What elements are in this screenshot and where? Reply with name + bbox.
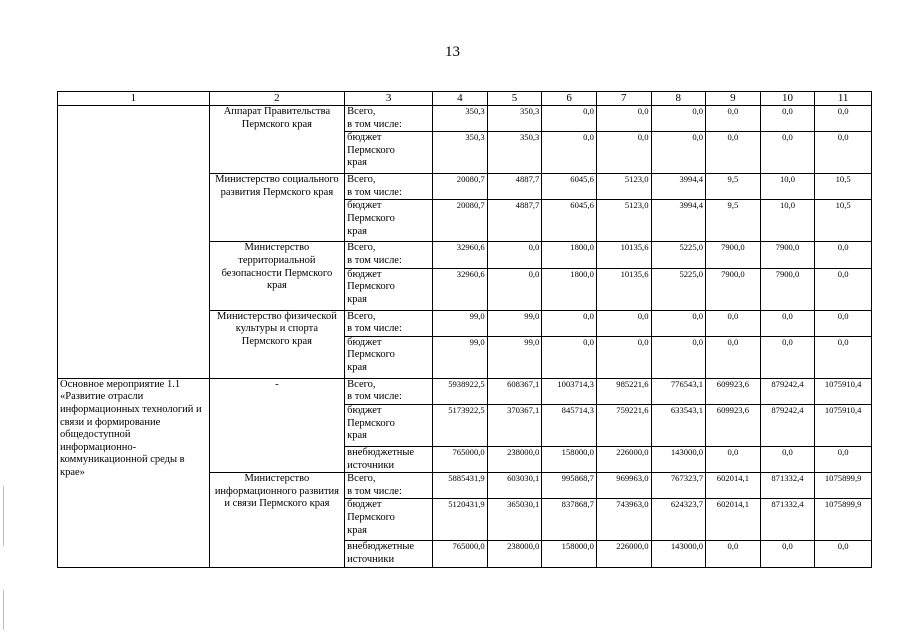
amount-cell: 0,0: [706, 106, 761, 132]
funding-source-cell: Всего, в том числе:: [345, 378, 433, 404]
funding-source-cell: бюджет Пермского края: [345, 336, 433, 378]
amount-cell: 743963,0: [596, 499, 651, 541]
amount-cell: 7900,0: [760, 242, 815, 268]
table-row: [58, 378, 872, 404]
amount-cell: 32960,6: [433, 268, 488, 310]
amount-cell: 0,0: [706, 541, 761, 567]
scan-edge-mark: [3, 590, 4, 630]
amount-cell: 0,0: [596, 132, 651, 174]
amount-cell: 0,0: [760, 106, 815, 132]
amount-cell: 350,3: [487, 106, 542, 132]
amount-cell: 0,0: [542, 336, 597, 378]
amount-cell: 143000,0: [651, 541, 706, 567]
amount-cell: 0,0: [706, 310, 761, 336]
amount-cell: 0,0: [542, 132, 597, 174]
funding-source-cell: бюджет Пермского края: [345, 268, 433, 310]
executor-cell: Министерство территориальной безопасности Пермского края: [209, 242, 344, 310]
amount-cell: 0,0: [596, 310, 651, 336]
executor-cell: Министерство социального развития Пермского края: [209, 174, 344, 242]
amount-cell: 10,0: [760, 174, 815, 200]
amount-cell: 759221,6: [596, 404, 651, 446]
amount-cell: 871332,4: [760, 499, 815, 541]
amount-cell: 10135,6: [596, 268, 651, 310]
amount-cell: 350,3: [433, 132, 488, 174]
funding-source-cell: бюджет Пермского края: [345, 499, 433, 541]
funding-source-cell: Всего, в том числе:: [345, 106, 433, 132]
funding-source-cell: Всего, в том числе:: [345, 473, 433, 499]
funding-source-cell: внебюджетные источники: [345, 446, 433, 472]
amount-cell: 350,3: [487, 132, 542, 174]
amount-cell: 9,5: [706, 200, 761, 242]
col-header: 4: [433, 92, 488, 106]
col-header: 3: [345, 92, 433, 106]
amount-cell: 226000,0: [596, 446, 651, 472]
col-header: 9: [706, 92, 761, 106]
amount-cell: 0,0: [651, 336, 706, 378]
amount-cell: 1075910,4: [815, 404, 872, 446]
amount-cell: 837868,7: [542, 499, 597, 541]
col-header: 7: [596, 92, 651, 106]
funding-source-cell: Всего, в том числе:: [345, 310, 433, 336]
amount-cell: 158000,0: [542, 541, 597, 567]
amount-cell: 1075899,9: [815, 473, 872, 499]
amount-cell: 7900,0: [706, 268, 761, 310]
amount-cell: 0,0: [760, 446, 815, 472]
amount-cell: 0,0: [760, 310, 815, 336]
amount-cell: 871332,4: [760, 473, 815, 499]
amount-cell: 238000,0: [487, 541, 542, 567]
amount-cell: 0,0: [706, 336, 761, 378]
amount-cell: 0,0: [706, 446, 761, 472]
amount-cell: 0,0: [487, 242, 542, 268]
amount-cell: 609923,6: [706, 378, 761, 404]
amount-cell: 365030,1: [487, 499, 542, 541]
amount-cell: 0,0: [542, 310, 597, 336]
scan-edge-mark: [3, 486, 4, 546]
amount-cell: 1800,0: [542, 242, 597, 268]
amount-cell: 0,0: [760, 336, 815, 378]
amount-cell: 0,0: [651, 310, 706, 336]
col-header: 1: [58, 92, 210, 106]
executor-cell: -: [209, 378, 344, 472]
executor-cell: Министерство физической культуры и спорта Пермского края: [209, 310, 344, 378]
amount-cell: 4887,7: [487, 174, 542, 200]
executor-cell: Министерство информационного развития и связи Пермского края: [209, 473, 344, 567]
amount-cell: 226000,0: [596, 541, 651, 567]
amount-cell: 602014,1: [706, 473, 761, 499]
amount-cell: 5123,0: [596, 200, 651, 242]
amount-cell: 7900,0: [760, 268, 815, 310]
event-name-cell: Основное мероприятие 1.1 «Развитие отрасли информационных технологий и связи и формирование общедоступной информационно-коммуникационной среды в крае»: [58, 378, 210, 567]
amount-cell: 143000,0: [651, 446, 706, 472]
amount-cell: 20080,7: [433, 174, 488, 200]
amount-cell: 32960,6: [433, 242, 488, 268]
amount-cell: 0,0: [815, 268, 872, 310]
amount-cell: 5938922,5: [433, 378, 488, 404]
amount-cell: 99,0: [487, 310, 542, 336]
budget-table: [57, 91, 872, 568]
amount-cell: 765000,0: [433, 446, 488, 472]
amount-cell: 6045,6: [542, 174, 597, 200]
funding-source-cell: Всего, в том числе:: [345, 174, 433, 200]
amount-cell: 0,0: [542, 106, 597, 132]
event-name-cell: [58, 106, 210, 379]
amount-cell: 0,0: [760, 132, 815, 174]
amount-cell: 995868,7: [542, 473, 597, 499]
amount-cell: 0,0: [815, 446, 872, 472]
amount-cell: 0,0: [760, 541, 815, 567]
funding-source-cell: внебюджетные источники: [345, 541, 433, 567]
amount-cell: 767323,7: [651, 473, 706, 499]
amount-cell: 602014,1: [706, 499, 761, 541]
amount-cell: 3994,4: [651, 200, 706, 242]
col-header: 5: [487, 92, 542, 106]
amount-cell: 0,0: [651, 132, 706, 174]
col-header: 11: [815, 92, 872, 106]
amount-cell: 1075910,4: [815, 378, 872, 404]
amount-cell: 99,0: [487, 336, 542, 378]
amount-cell: 0,0: [815, 310, 872, 336]
amount-cell: 776543,1: [651, 378, 706, 404]
amount-cell: 6045,6: [542, 200, 597, 242]
amount-cell: 0,0: [815, 106, 872, 132]
amount-cell: 350,3: [433, 106, 488, 132]
funding-source-cell: Всего, в том числе:: [345, 242, 433, 268]
col-header: 10: [760, 92, 815, 106]
amount-cell: 10,5: [815, 200, 872, 242]
amount-cell: 0,0: [815, 541, 872, 567]
amount-cell: 370367,1: [487, 404, 542, 446]
amount-cell: 0,0: [651, 106, 706, 132]
col-header: 8: [651, 92, 706, 106]
header-row: [58, 92, 872, 106]
amount-cell: 845714,3: [542, 404, 597, 446]
amount-cell: 99,0: [433, 336, 488, 378]
amount-cell: 879242,4: [760, 378, 815, 404]
amount-cell: 10135,6: [596, 242, 651, 268]
amount-cell: 969963,0: [596, 473, 651, 499]
amount-cell: 0,0: [596, 336, 651, 378]
table-row: [58, 106, 872, 132]
amount-cell: 5120431,9: [433, 499, 488, 541]
amount-cell: 99,0: [433, 310, 488, 336]
amount-cell: 0,0: [706, 132, 761, 174]
amount-cell: 609923,6: [706, 404, 761, 446]
amount-cell: 1003714,3: [542, 378, 597, 404]
amount-cell: 624323,7: [651, 499, 706, 541]
col-header: 6: [542, 92, 597, 106]
amount-cell: 879242,4: [760, 404, 815, 446]
funding-source-cell: бюджет Пермского края: [345, 132, 433, 174]
amount-cell: 5123,0: [596, 174, 651, 200]
funding-source-cell: бюджет Пермского края: [345, 200, 433, 242]
amount-cell: 3994,4: [651, 174, 706, 200]
amount-cell: 0,0: [815, 336, 872, 378]
amount-cell: 0,0: [815, 242, 872, 268]
amount-cell: 20080,7: [433, 200, 488, 242]
amount-cell: 633543,1: [651, 404, 706, 446]
amount-cell: 4887,7: [487, 200, 542, 242]
amount-cell: 1075899,9: [815, 499, 872, 541]
amount-cell: 1800,0: [542, 268, 597, 310]
amount-cell: 0,0: [487, 268, 542, 310]
amount-cell: 0,0: [815, 132, 872, 174]
amount-cell: 10,0: [760, 200, 815, 242]
amount-cell: 5225,0: [651, 242, 706, 268]
amount-cell: 7900,0: [706, 242, 761, 268]
amount-cell: 765000,0: [433, 541, 488, 567]
executor-cell: Аппарат Правительства Пермского края: [209, 106, 344, 174]
amount-cell: 10,5: [815, 174, 872, 200]
amount-cell: 0,0: [596, 106, 651, 132]
amount-cell: 5885431,9: [433, 473, 488, 499]
page-number: 13: [445, 44, 460, 60]
amount-cell: 985221,6: [596, 378, 651, 404]
amount-cell: 603030,1: [487, 473, 542, 499]
amount-cell: 158000,0: [542, 446, 597, 472]
amount-cell: 5173922,5: [433, 404, 488, 446]
amount-cell: 5225,0: [651, 268, 706, 310]
amount-cell: 9,5: [706, 174, 761, 200]
amount-cell: 608367,1: [487, 378, 542, 404]
col-header: 2: [209, 92, 344, 106]
amount-cell: 238000,0: [487, 446, 542, 472]
funding-source-cell: бюджет Пермского края: [345, 404, 433, 446]
